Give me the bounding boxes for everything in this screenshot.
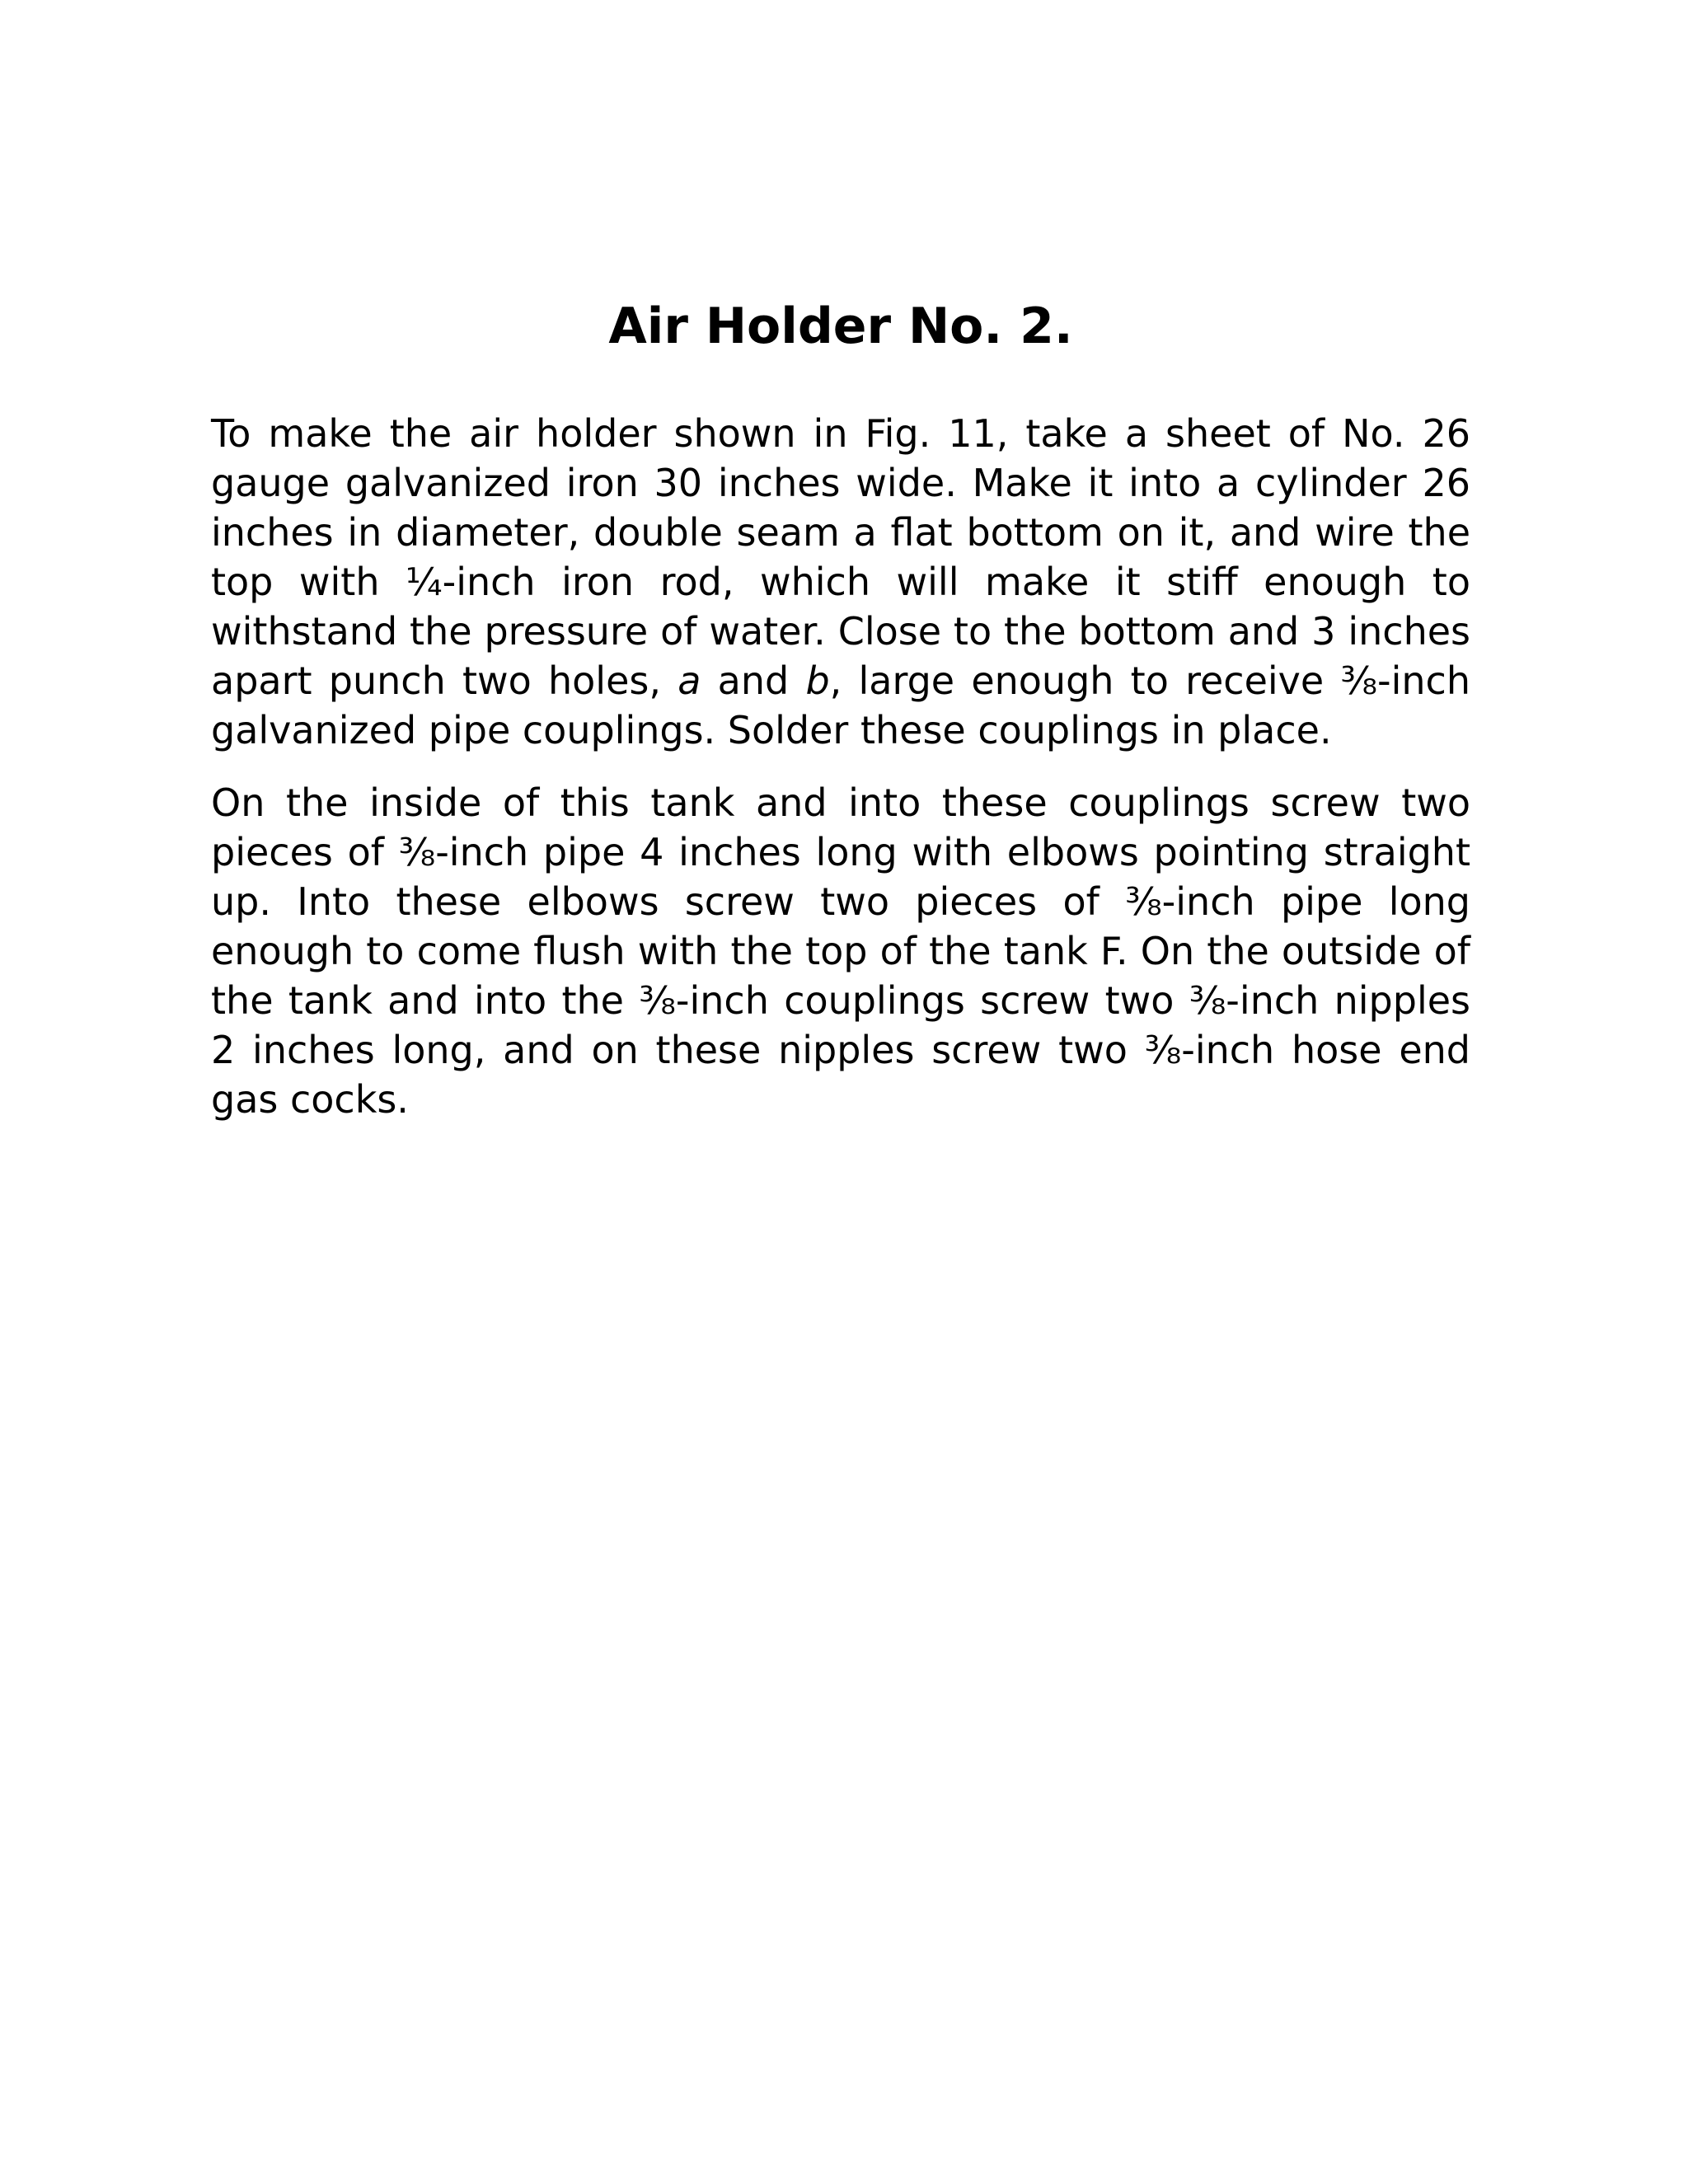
hole-b-label: b	[805, 658, 830, 703]
paragraph-1	[211, 409, 1470, 755]
document-page	[211, 297, 1470, 1147]
paragraph-1-text-part-3: , large enough to receive ⅜-inch galvanized pipe couplings. Solder these couplings in place.	[211, 658, 1470, 752]
hole-a-label: a	[678, 658, 701, 703]
paragraph-2: On the inside of this tank and into these couplings screw two pieces of ⅜-inch pipe 4 inches long with elbows pointing straight up. Into these elbows screw two pieces of ⅜-inch pipe long enough to come flush with the top of the tank F. On the outside of the tank and into the ⅜-inch couplings screw two ⅜-inch nipples 2 inches long, and on these nipples screw two ⅜-inch hose end gas cocks.	[211, 780, 1470, 1122]
paragraph-1-text-part-2: and	[701, 658, 806, 703]
paragraph-1-text-part-1: To make the air holder shown in Fig. 11, take a sheet of No. 26 gauge galvanized iron 30 inches wide. Make it into a cylinder 26 inches in diameter, double seam a flat bottom on it, and wire the top with ¼-inch iron rod, which will make it stiff enough to withstand the pressure of water. Close to the bottom and 3 inches apart punch two holes,	[211, 411, 1470, 703]
page-title: Air Holder No. 2.	[608, 298, 1073, 355]
